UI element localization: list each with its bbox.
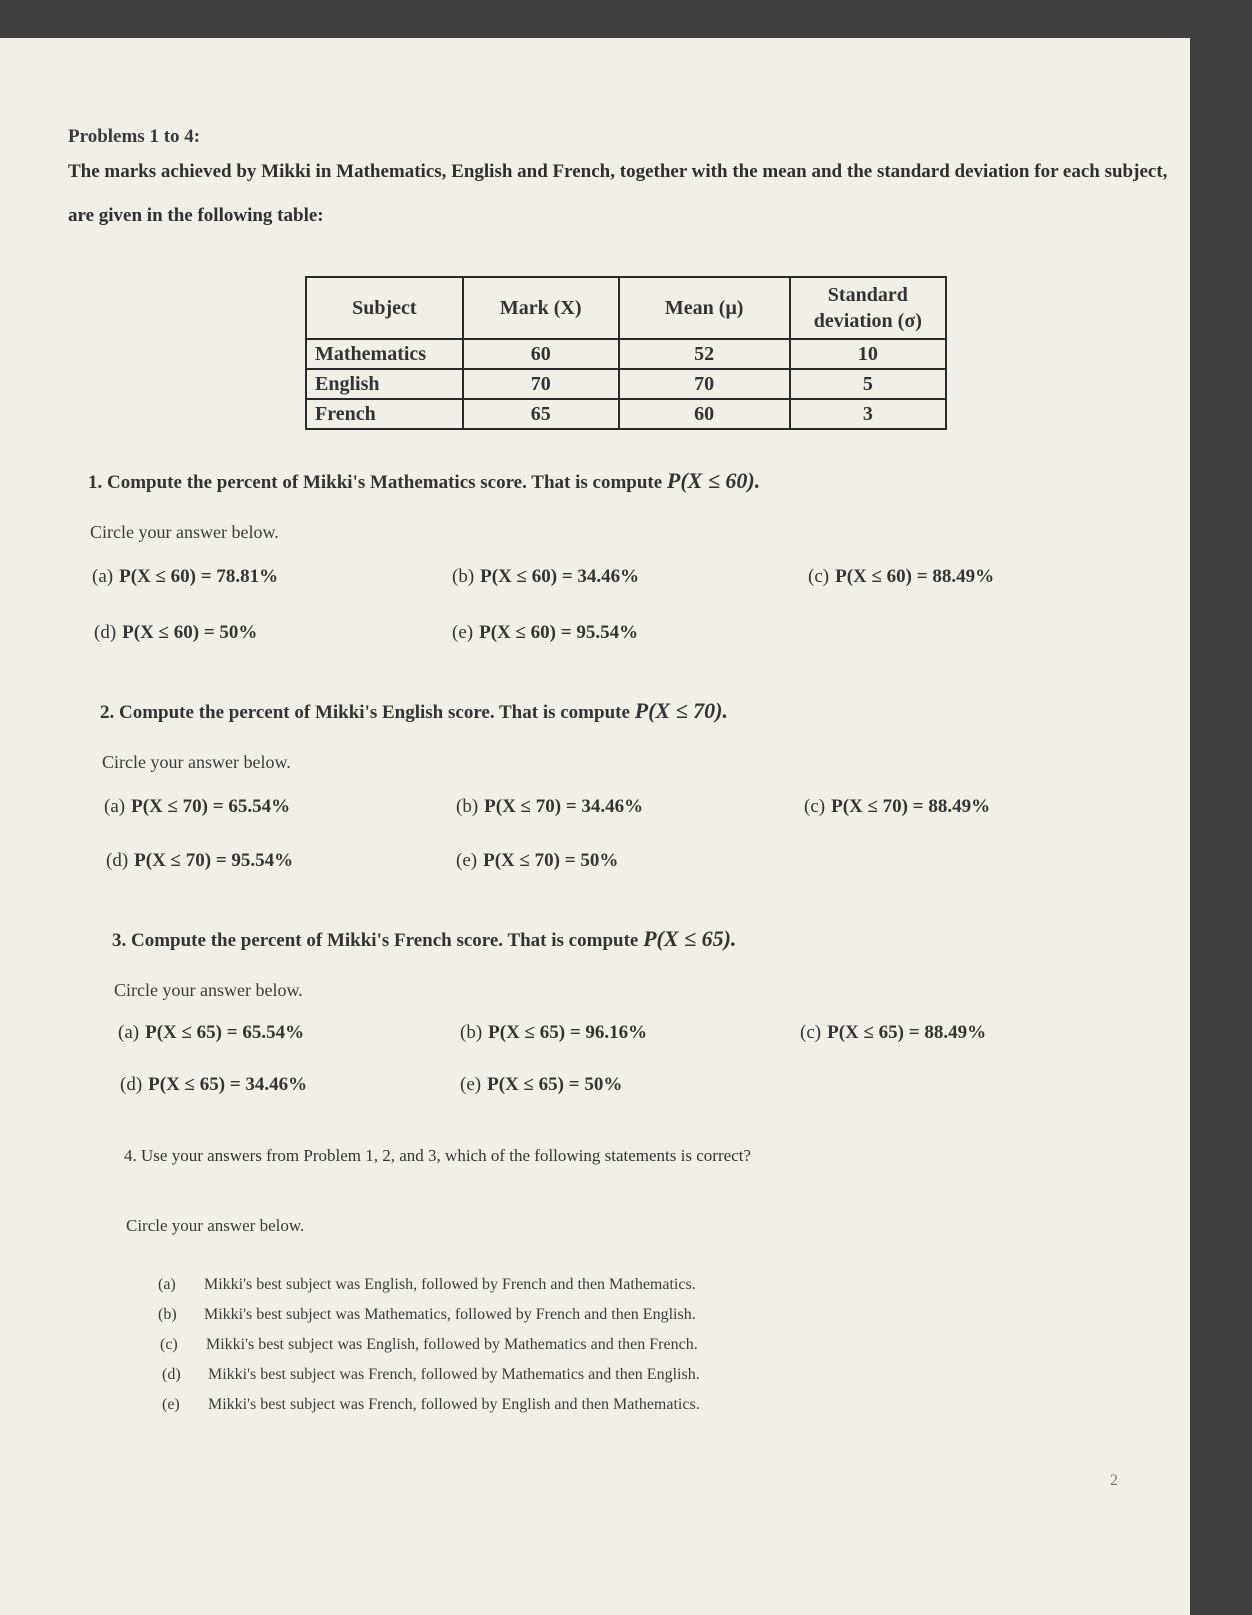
intro-paragraph: The marks achieved by Mikki in Mathematics, English and French, together with the mean and the standard deviation for each subject, are given in the following table: bbox=[68, 161, 1168, 226]
question-4-text: 4. Use your answers from Problem 1, 2, and 3, which of the following statements is correct? bbox=[124, 1146, 751, 1165]
question-2-instruction: Circle your answer below. bbox=[102, 752, 291, 772]
cell-mean: 70 bbox=[619, 369, 790, 399]
problems-heading: Problems 1 to 4: bbox=[68, 126, 201, 147]
q1-option-b[interactable]: (b) P(X ≤ 60) = 34.46% bbox=[452, 566, 640, 587]
question-1-text: 1. Compute the percent of Mikki's Mathematics score. That is compute bbox=[88, 472, 663, 493]
q3-option-e[interactable]: (e) P(X ≤ 65) = 50% bbox=[460, 1074, 623, 1095]
q2-option-a[interactable]: (a) P(X ≤ 70) = 65.54% bbox=[104, 796, 291, 817]
cell-subject: English bbox=[306, 369, 463, 399]
q1-option-a[interactable]: (a) P(X ≤ 60) = 78.81% bbox=[92, 566, 279, 587]
q1-option-c[interactable]: (c) P(X ≤ 60) = 88.49% bbox=[808, 566, 995, 587]
document-page bbox=[0, 38, 1190, 1615]
q3-option-b[interactable]: (b) P(X ≤ 65) = 96.16% bbox=[460, 1022, 648, 1043]
question-4-instruction: Circle your answer below. bbox=[126, 1216, 305, 1235]
q4-statement-b[interactable]: (b) Mikki's best subject was Mathematics, followed by French and then English. bbox=[158, 1306, 696, 1323]
header-std-dev: Standard deviation (σ) bbox=[790, 277, 946, 339]
question-1-instruction: Circle your answer below. bbox=[90, 522, 279, 542]
question-3 bbox=[112, 926, 736, 952]
question-2 bbox=[100, 698, 728, 724]
header-subject: Subject bbox=[306, 277, 463, 339]
marks-table bbox=[305, 276, 947, 430]
cell-mark: 60 bbox=[463, 339, 619, 369]
page-number: 2 bbox=[1110, 1472, 1118, 1489]
question-3-instruction: Circle your answer below. bbox=[114, 980, 303, 1000]
q3-option-d[interactable]: (d) P(X ≤ 65) = 34.46% bbox=[120, 1074, 308, 1095]
q4-statement-c[interactable]: (c) Mikki's best subject was English, followed by Mathematics and then French. bbox=[160, 1336, 698, 1353]
q2-option-b[interactable]: (b) P(X ≤ 70) = 34.46% bbox=[456, 796, 644, 817]
cell-std-dev: 3 bbox=[790, 399, 946, 429]
cell-mark: 70 bbox=[463, 369, 619, 399]
q1-option-d[interactable]: (d) P(X ≤ 60) = 50% bbox=[94, 622, 258, 643]
table-row bbox=[306, 339, 946, 369]
cell-std-dev: 5 bbox=[790, 369, 946, 399]
question-2-text: 2. Compute the percent of Mikki's English score. That is compute bbox=[100, 702, 630, 723]
q3-option-a[interactable]: (a) P(X ≤ 65) = 65.54% bbox=[118, 1022, 305, 1043]
q4-statement-a[interactable]: (a) Mikki's best subject was English, followed by French and then Mathematics. bbox=[158, 1276, 696, 1293]
table-header-row bbox=[306, 277, 946, 339]
cell-subject: Mathematics bbox=[306, 339, 463, 369]
cell-std-dev: 10 bbox=[790, 339, 946, 369]
header-mark: Mark (X) bbox=[463, 277, 619, 339]
header-mean: Mean (μ) bbox=[619, 277, 790, 339]
q3-option-c[interactable]: (c) P(X ≤ 65) = 88.49% bbox=[800, 1022, 987, 1043]
question-3-text: 3. Compute the percent of Mikki's French score. That is compute bbox=[112, 930, 639, 951]
cell-mean: 60 bbox=[619, 399, 790, 429]
question-3-expr: P(X ≤ 65). bbox=[643, 926, 737, 951]
cell-mean: 52 bbox=[619, 339, 790, 369]
q1-option-e[interactable]: (e) P(X ≤ 60) = 95.54% bbox=[452, 622, 639, 643]
table-row bbox=[306, 369, 946, 399]
table-row bbox=[306, 399, 946, 429]
q2-option-c[interactable]: (c) P(X ≤ 70) = 88.49% bbox=[804, 796, 991, 817]
question-2-expr: P(X ≤ 70). bbox=[634, 698, 728, 723]
cell-subject: French bbox=[306, 399, 463, 429]
q4-statement-d[interactable]: (d) Mikki's best subject was French, followed by Mathematics and then English. bbox=[162, 1366, 700, 1383]
q4-statement-e[interactable]: (e) Mikki's best subject was French, followed by English and then Mathematics. bbox=[162, 1396, 700, 1413]
cell-mark: 65 bbox=[463, 399, 619, 429]
question-1 bbox=[88, 468, 760, 494]
q2-option-d[interactable]: (d) P(X ≤ 70) = 95.54% bbox=[106, 850, 294, 871]
question-1-expr: P(X ≤ 60). bbox=[666, 468, 761, 493]
q2-option-e[interactable]: (e) P(X ≤ 70) = 50% bbox=[456, 850, 619, 871]
